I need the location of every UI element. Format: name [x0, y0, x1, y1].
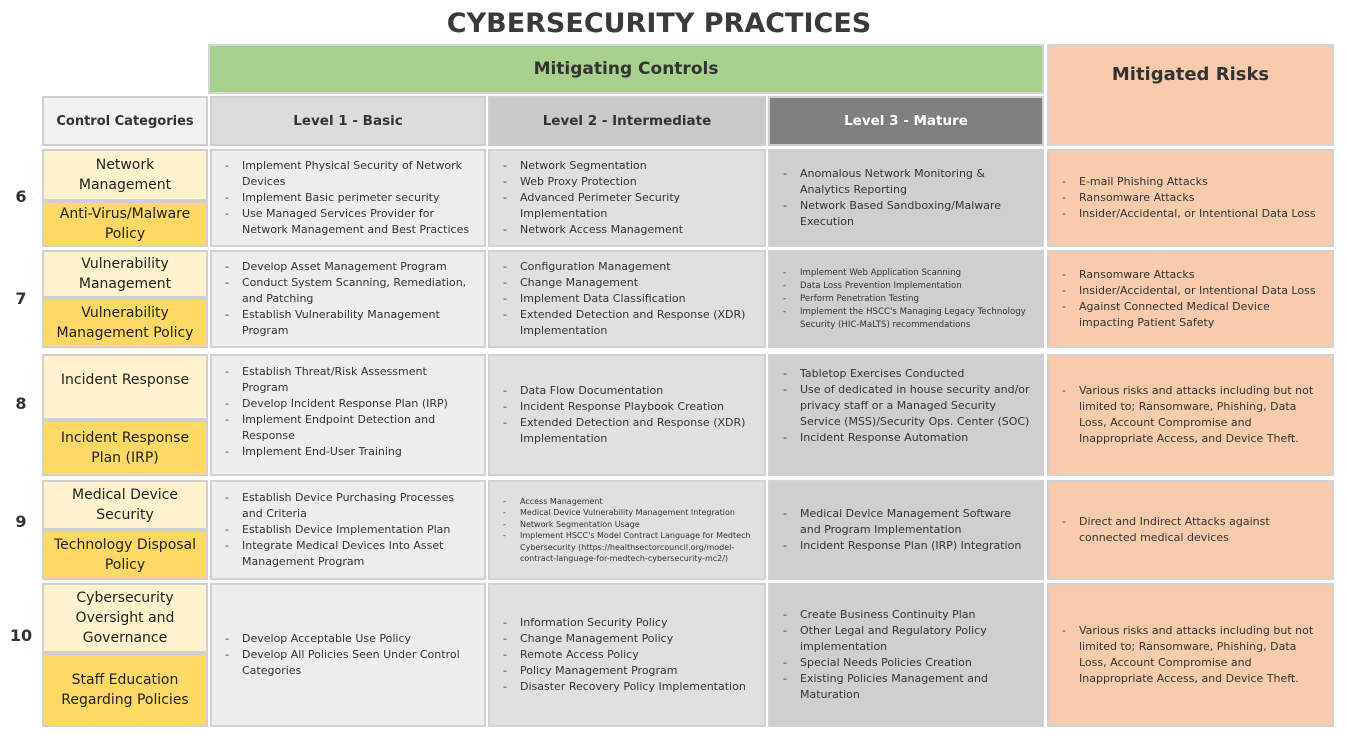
list-item: - Network Based Sandboxing/Malware Execution [780, 198, 1034, 230]
list-item: - Medical Device Management Software and Program Implementation [780, 506, 1034, 538]
list-item: - Establish Vulnerability Management Program [222, 307, 476, 339]
list-item: - Information Security Policy [500, 615, 756, 631]
category-primary: Cybersecurity Oversight and Governance [42, 583, 208, 653]
list-item: - Develop Acceptable Use Policy [222, 631, 476, 647]
list-item: - Extended Detection and Response (XDR) Implementation [500, 307, 756, 339]
list-item: - Establish Device Purchasing Processes and Criteria [222, 490, 476, 522]
list-item: - Implement Web Application Scanning [780, 267, 1034, 280]
level-1-list [222, 158, 476, 238]
level-2-list [500, 615, 756, 695]
list-item: - Web Proxy Protection [500, 174, 756, 190]
level-3-list [780, 166, 1034, 230]
list-item: - Against Connected Medical Device impacting Patient Safety [1059, 299, 1324, 331]
list-item: - Insider/Accidental, or Intentional Data Loss [1059, 206, 1324, 222]
list-item: - Direct and Indirect Attacks against connected medical devices [1059, 514, 1324, 546]
list-item: - Existing Policies Management and Maturation [780, 671, 1034, 703]
mitigated-risks-band: Mitigated Risks [1047, 44, 1334, 146]
category-primary: Medical Device Security [42, 480, 208, 530]
list-item: - Disaster Recovery Policy Implementation [500, 679, 756, 695]
mitigating-controls-band: Mitigating Controls [208, 44, 1044, 94]
list-item: - Advanced Perimeter Security Implementation [500, 190, 756, 222]
list-item: - Anomalous Network Monitoring & Analytics Reporting [780, 166, 1034, 198]
list-item: - Implement Basic perimeter security [222, 190, 476, 206]
category-policy: Vulnerability Management Policy [42, 298, 208, 348]
list-item: - Configuration Management [500, 259, 756, 275]
list-item: - Medical Device Vulnerability Management Integration [500, 507, 756, 519]
list-item: - Incident Response Playbook Creation [500, 399, 756, 415]
list-item: - Implement End-User Training [222, 444, 476, 460]
category-policy: Anti-Virus/Malware Policy [42, 201, 208, 247]
list-item: - Insider/Accidental, or Intentional Data Loss [1059, 283, 1324, 299]
level-1-list [222, 259, 476, 339]
level-1-cell [210, 583, 486, 727]
list-item: - Use of dedicated in house security and/or privacy staff or a Managed Security Service (MSS)/Security Ops. Center (SOC) [780, 382, 1034, 430]
list-item: - Network Segmentation Usage [500, 519, 756, 531]
level-1-header: Level 1 - Basic [210, 96, 486, 146]
level-2-list [500, 383, 756, 447]
risks-list [1059, 514, 1324, 546]
level-2-cell [488, 250, 766, 348]
level-2-cell [488, 480, 766, 580]
list-item: - Implement Physical Security of Network Devices [222, 158, 476, 190]
list-item: - Other Legal and Regulatory Policy implementation [780, 623, 1034, 655]
risks-list [1059, 267, 1324, 331]
level-3-list [780, 267, 1034, 332]
level-3-cell [768, 149, 1044, 247]
list-item: - Implement the HSCC's Managing Legacy Technology Security (HIC-MaLTS) recommendations [780, 306, 1034, 332]
list-item: - Access Management [500, 496, 756, 508]
risks-list [1059, 623, 1324, 687]
level-3-cell [768, 250, 1044, 348]
category-policy: Technology Disposal Policy [42, 530, 208, 580]
list-item: - Integrate Medical Devices Into Asset Management Program [222, 538, 476, 570]
category-primary: Vulnerability Management [42, 250, 208, 298]
risks-list [1059, 174, 1324, 222]
level-1-list [222, 631, 476, 679]
list-item: - Develop Incident Response Plan (IRP) [222, 396, 476, 412]
risks-cell [1047, 480, 1334, 580]
list-item: - Incident Response Automation [780, 430, 1034, 446]
list-item: - Conduct System Scanning, Remediation, and Patching [222, 275, 476, 307]
list-item: - Change Management [500, 275, 756, 291]
list-item: - Create Business Continuity Plan [780, 607, 1034, 623]
level-3-list [780, 506, 1034, 554]
list-item: - Special Needs Policies Creation [780, 655, 1034, 671]
risks-cell [1047, 250, 1334, 348]
level-2-header: Level 2 - Intermediate [488, 96, 766, 146]
category-primary: Incident Response [42, 354, 208, 420]
list-item: - Perform Penetration Testing [780, 293, 1034, 306]
list-item: - Change Management Policy [500, 631, 756, 647]
row-number: 10 [9, 626, 33, 645]
level-3-cell [768, 480, 1044, 580]
level-1-cell [210, 480, 486, 580]
list-item: - Establish Device Implementation Plan [222, 522, 476, 538]
control-categories-header: Control Categories [42, 96, 208, 146]
risks-cell [1047, 149, 1334, 247]
risks-list [1059, 383, 1324, 447]
level-2-list [500, 496, 756, 565]
level-2-cell [488, 354, 766, 476]
level-2-list [500, 158, 756, 238]
list-item: - Extended Detection and Response (XDR) Implementation [500, 415, 756, 447]
risks-cell [1047, 354, 1334, 476]
level-1-list [222, 490, 476, 570]
row-number: 7 [15, 289, 27, 308]
list-item: - Data Flow Documentation [500, 383, 756, 399]
list-item: - Implement Data Classification [500, 291, 756, 307]
level-3-header: Level 3 - Mature [768, 96, 1044, 146]
level-3-cell [768, 354, 1044, 476]
list-item: - Various risks and attacks including but not limited to; Ransomware, Phishing, Data Loss, Account Compromise and Inappropriate Access, and Device Theft. [1059, 623, 1324, 687]
list-item: - Various risks and attacks including but not limited to; Ransomware, Phishing, Data Loss, Account Compromise and Inappropriate Access, and Device Theft. [1059, 383, 1324, 447]
list-item: - Ransomware Attacks [1059, 267, 1324, 283]
row-number: 9 [15, 512, 27, 531]
category-policy: Staff Education Regarding Policies [42, 653, 208, 727]
list-item: - Remote Access Policy [500, 647, 756, 663]
list-item: - Tabletop Exercises Conducted [780, 366, 1034, 382]
list-item: - Policy Management Program [500, 663, 756, 679]
list-item: - Data Loss Prevention Implementation [780, 280, 1034, 293]
row-number: 6 [15, 187, 27, 206]
category-policy: Incident Response Plan (IRP) [42, 420, 208, 476]
level-1-list [222, 364, 476, 460]
level-2-list [500, 259, 756, 339]
list-item: - Develop All Policies Seen Under Control Categories [222, 647, 476, 679]
page-title: CYBERSECURITY PRACTICES [446, 8, 872, 39]
list-item: - Establish Threat/Risk Assessment Program [222, 364, 476, 396]
list-item: - Ransomware Attacks [1059, 190, 1324, 206]
list-item: - Use Managed Services Provider for Network Management and Best Practices [222, 206, 476, 238]
row-number: 8 [15, 394, 27, 413]
level-1-cell [210, 250, 486, 348]
level-2-cell [488, 149, 766, 247]
level-3-list [780, 366, 1034, 446]
risks-cell [1047, 583, 1334, 727]
level-1-cell [210, 149, 486, 247]
level-1-cell [210, 354, 486, 476]
level-2-cell [488, 583, 766, 727]
list-item: - Network Segmentation [500, 158, 756, 174]
list-item: - Develop Asset Management Program [222, 259, 476, 275]
list-item: - Network Access Management [500, 222, 756, 238]
list-item: - E-mail Phishing Attacks [1059, 174, 1324, 190]
level-3-list [780, 607, 1034, 703]
list-item: - Incident Response Plan (IRP) Integration [780, 538, 1034, 554]
level-3-cell [768, 583, 1044, 727]
category-primary: Network Management [42, 149, 208, 201]
list-item: - Implement HSCC's Model Contract Language for Medtech Cybersecurity (https://healthsectorcouncil.org/model-contract-language-for-medtech-cybersecurity-mc2/) [500, 530, 756, 565]
list-item: - Implement Endpoint Detection and Response [222, 412, 476, 444]
